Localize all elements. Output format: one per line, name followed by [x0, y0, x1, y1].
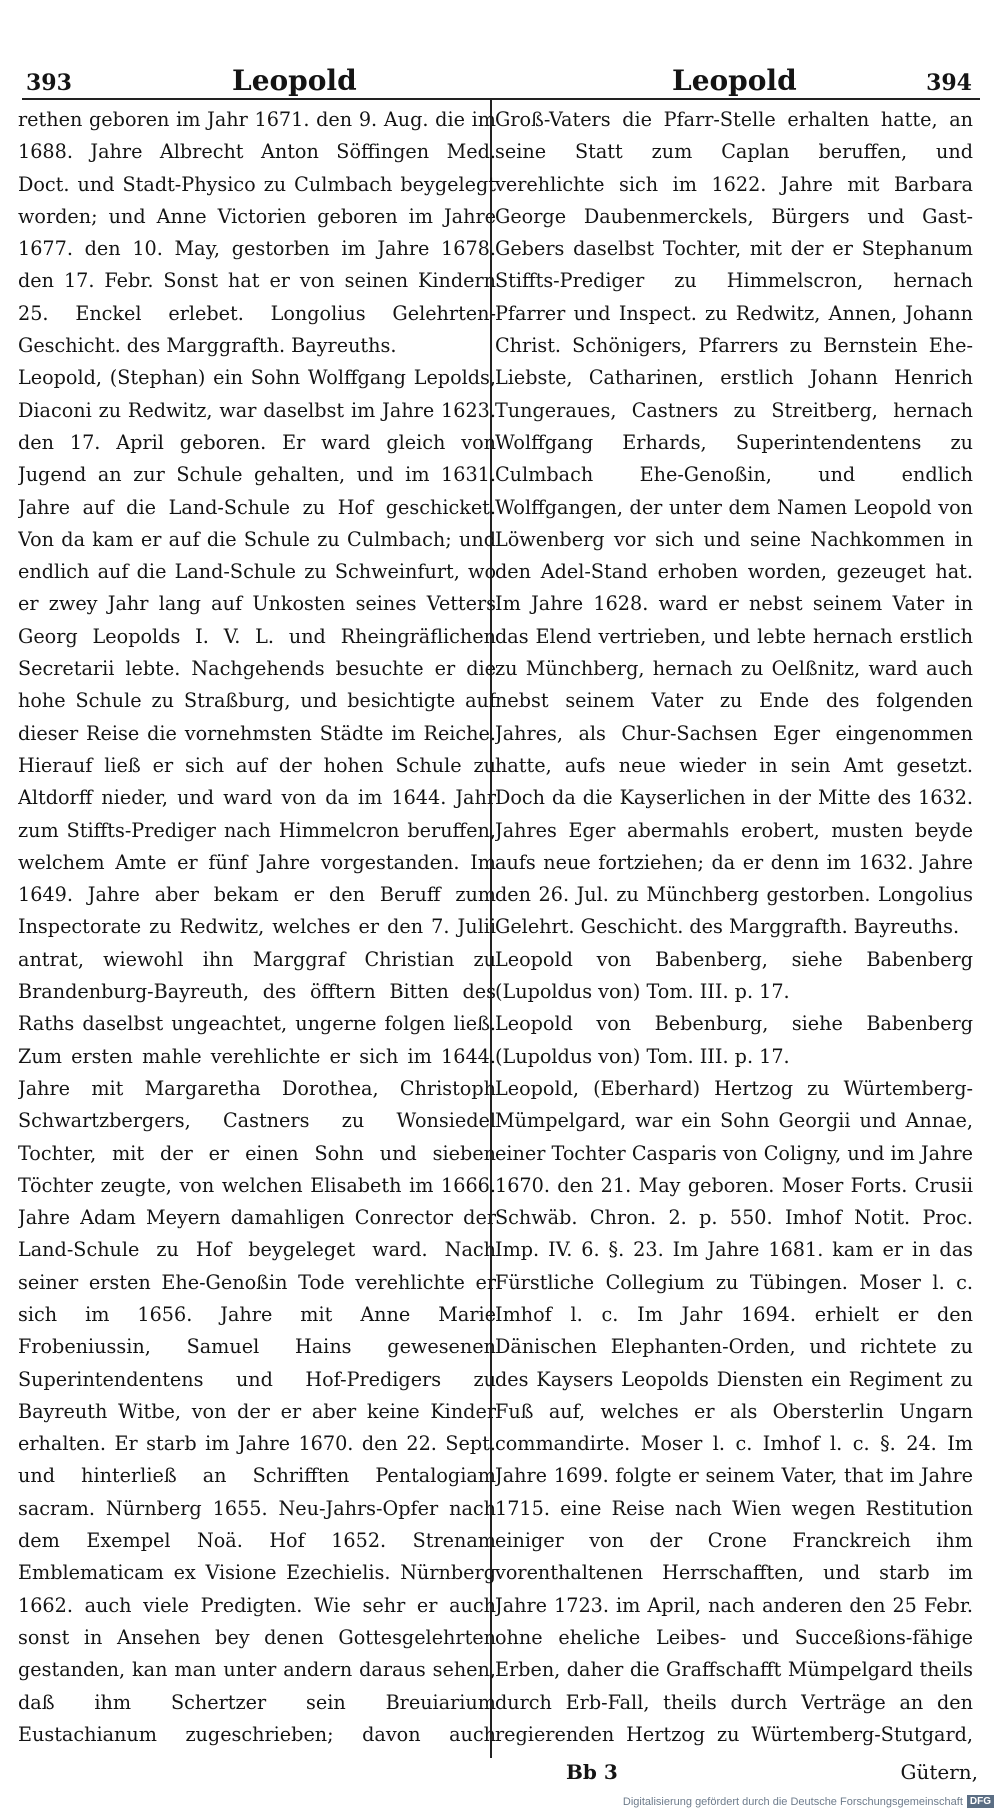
right-column — [495, 104, 973, 1756]
signature-mark: Bb 3 — [566, 1760, 618, 1784]
footer-text: Digitalisierung gefördert durch die Deutsche Forschungsgemeinschaft — [622, 1795, 963, 1808]
page-header — [0, 58, 1000, 98]
page-number-right: 394 — [926, 70, 972, 96]
entry-leopold-von-babenberg: Leopold von Babenberg, siehe Babenberg (Lupoldus von) Tom. III. p. 17. — [495, 947, 973, 1004]
page-number-left: 393 — [26, 70, 72, 96]
header-rule — [22, 98, 980, 100]
entry-leopold-eberhard: Leopold, (Eberhard) Hertzog zu Würtemberg-Mümpelgard, war ein Sohn Georgii und Annae, einer Tochter Casparis von Coligny, und im Jahre 1670. den 21. May geboren. Moser Forts. Crusii Schwäb. Chron. 2. p. 550. Imhof Notit. Proc. Imp. IV. 6. §. 23. Im Jahre 1681. kam er in das Fürstliche Collegium zu Tübingen. Moser l. c. Imhof l. c. Im Jahr 1694. erhielt er den Dänischen Elephanten-Orden, und richtete zu des Kaysers Leopolds Diensten ein Regiment zu Fuß auf, welches er als Obersterlin Ungarn commandirte. Moser l. c. Imhof l. c. §. 24. Im Jahre 1699. folgte er seinem Vater, that im Jahre 1715. eine Reise nach Wien wegen Restitution einiger von der Crone Franckreich ihm vorenthaltenen Herrschafften, und starb im Jahre 1723. im April, nach anderen den 25 Febr. ohne eheliche Leibes- und Succeßions-fähige Erben, daher die Graffschafft Mümpelgard theils durch Erb-Fall, theils durch Verträge an den regierenden Hertzog zu Würtemberg-Stutgard, — [495, 1076, 973, 1746]
running-head-left: Leopold — [232, 64, 357, 97]
digitization-footer — [598, 1788, 1000, 1815]
running-head-right: Leopold — [672, 64, 797, 97]
entry-continuation: rethen geboren im Jahr 1671. den 9. Aug. die im 1688. Jahre Albrecht Anton Söffingen Med. Doct. und Stadt-Physico zu Culmbach beygelegt worden; und Anne Victorien geboren im Jahre 1677. den 10. May, gestorben im Jahre 1678. den 17. Febr. Sonst hat er von seinen Kindern 25. Enckel erlebet. Longolius Gelehrten-Geschicht. des Marggrafth. Bayreuths. — [18, 108, 496, 358]
left-column — [18, 104, 496, 1756]
dfg-logo: DFG — [967, 1795, 994, 1808]
entry-wolffgang-continued: Groß-Vaters die Pfarr-Stelle erhalten hatte, an seine Statt zum Caplan beruffen, und verehlichte sich im 1622. Jahre mit Barbara George Daubenmerckels, Bürgers und Gast-Gebers daselbst Tochter, mit der er Stephanum Stiffts-Prediger zu Himmelscron, hernach Pfarrer und Inspect. zu Redwitz, Annen, Johann Christ. Schönigers, Pfarrers zu Bernstein Ehe-Liebste, Catharinen, erstlich Johann Henrich Tungeraues, Castners zu Streitberg, hernach Wolffgang Erhards, Superintendentens zu Culmbach Ehe-Genoßin, und endlich Wolffgangen, der unter dem Namen Leopold von Löwenberg vor sich und seine Nachkommen in den Adel-Stand erhoben worden, gezeuget hat. Im Jahre 1628. ward er nebst seinem Vater in das Elend vertrieben, und lebte hernach erstlich zu Münchberg, hernach zu Oelßnitz, ward auch nebst seinem Vater zu Ende des folgenden Jahres, als Chur-Sachsen Eger eingenommen hatte, aufs neue wieder in sein Amt gesetzt. Doch da die Kayserlichen in der Mitte des 1632. Jahres Eger abermahls erobert, musten beyde aufs neue fortziehen; da er denn im 1632. Jahre den 26. Jul. zu Münchberg gestorben. Longolius Gelehrt. Geschicht. des Marggrafth. Bayreuths. — [495, 108, 973, 939]
entry-leopold-stephan: Leopold, (Stephan) ein Sohn Wolffgang Lepolds, Diaconi zu Redwitz, war daselbst im Jahre 1623. den 17. April geboren. Er ward gleich von Jugend an zur Schule gehalten, und im 1631. Jahre auf die Land-Schule zu Hof geschicket. Von da kam er auf die Schule zu Culmbach; und endlich auf die Land-Schule zu Schweinfurt, wo er zwey Jahr lang auf Unkosten seines Vetters Georg Leopolds I. V. L. und Rheingräflichen Secretarii lebte. Nachgehends besuchte er die hohe Schule zu Straßburg, und besichtigte auf dieser Reise die vornehmsten Städte im Reiche. Hierauf ließ er sich auf der hohen Schule zu Altdorff nieder, und ward von da im 1644. Jahr zum Stiffts-Prediger nach Himmelcron beruffen, welchem Amte er fünf Jahre vorgestanden. Im 1649. Jahre aber bekam er den Beruff zum Inspectorate zu Redwitz, welches er den 7. Julii antrat, wiewohl ihn Marggraf Christian zu Brandenburg-Bayreuth, des öfftern Bitten des Raths daselbst ungeachtet, ungerne folgen ließ. Zum ersten mahle verehlichte er sich im 1644. Jahre mit Margaretha Dorothea, Christoph Schwartzbergers, Castners zu Wonsiedel Tochter, mit der er einen Sohn und sieben Töchter zeugte, von welchen Elisabeth im 1666. Jahre Adam Meyern damahligen Conrector der Land-Schule zu Hof beygeleget ward. Nach seiner ersten Ehe-Genoßin Tode verehlichte er sich im 1656. Jahre mit Anne Marie Frobeniussin, Samuel Hains gewesenen Superintendentens und Hof-Predigers zu Bayreuth Witbe, von der er aber keine Kinder erhalten. Er starb im Jahre 1670. den 22. Sept. und hinterließ an Schrifften Pentalogiam sacram. Nürnberg 1655. Neu-Jahrs-Opfer nach dem Exempel Noä. Hof 1652. Strenam Emblematicam ex Visione Ezechielis. Nürnberg 1662. auch viele Predigten. Wie sehr er auch sonst in Ansehen bey denen Gottesgelehrten gestanden, kan man unter andern daraus sehen, daß ihm Schertzer sein Breuiarium Eustachianum zugeschrieben; davon auch — [18, 366, 496, 1746]
entry-leopold-von-bebenburg: Leopold von Bebenburg, siehe Babenberg (Lupoldus von) Tom. III. p. 17. — [495, 1012, 973, 1068]
catchword: Gütern, — [900, 1760, 978, 1784]
